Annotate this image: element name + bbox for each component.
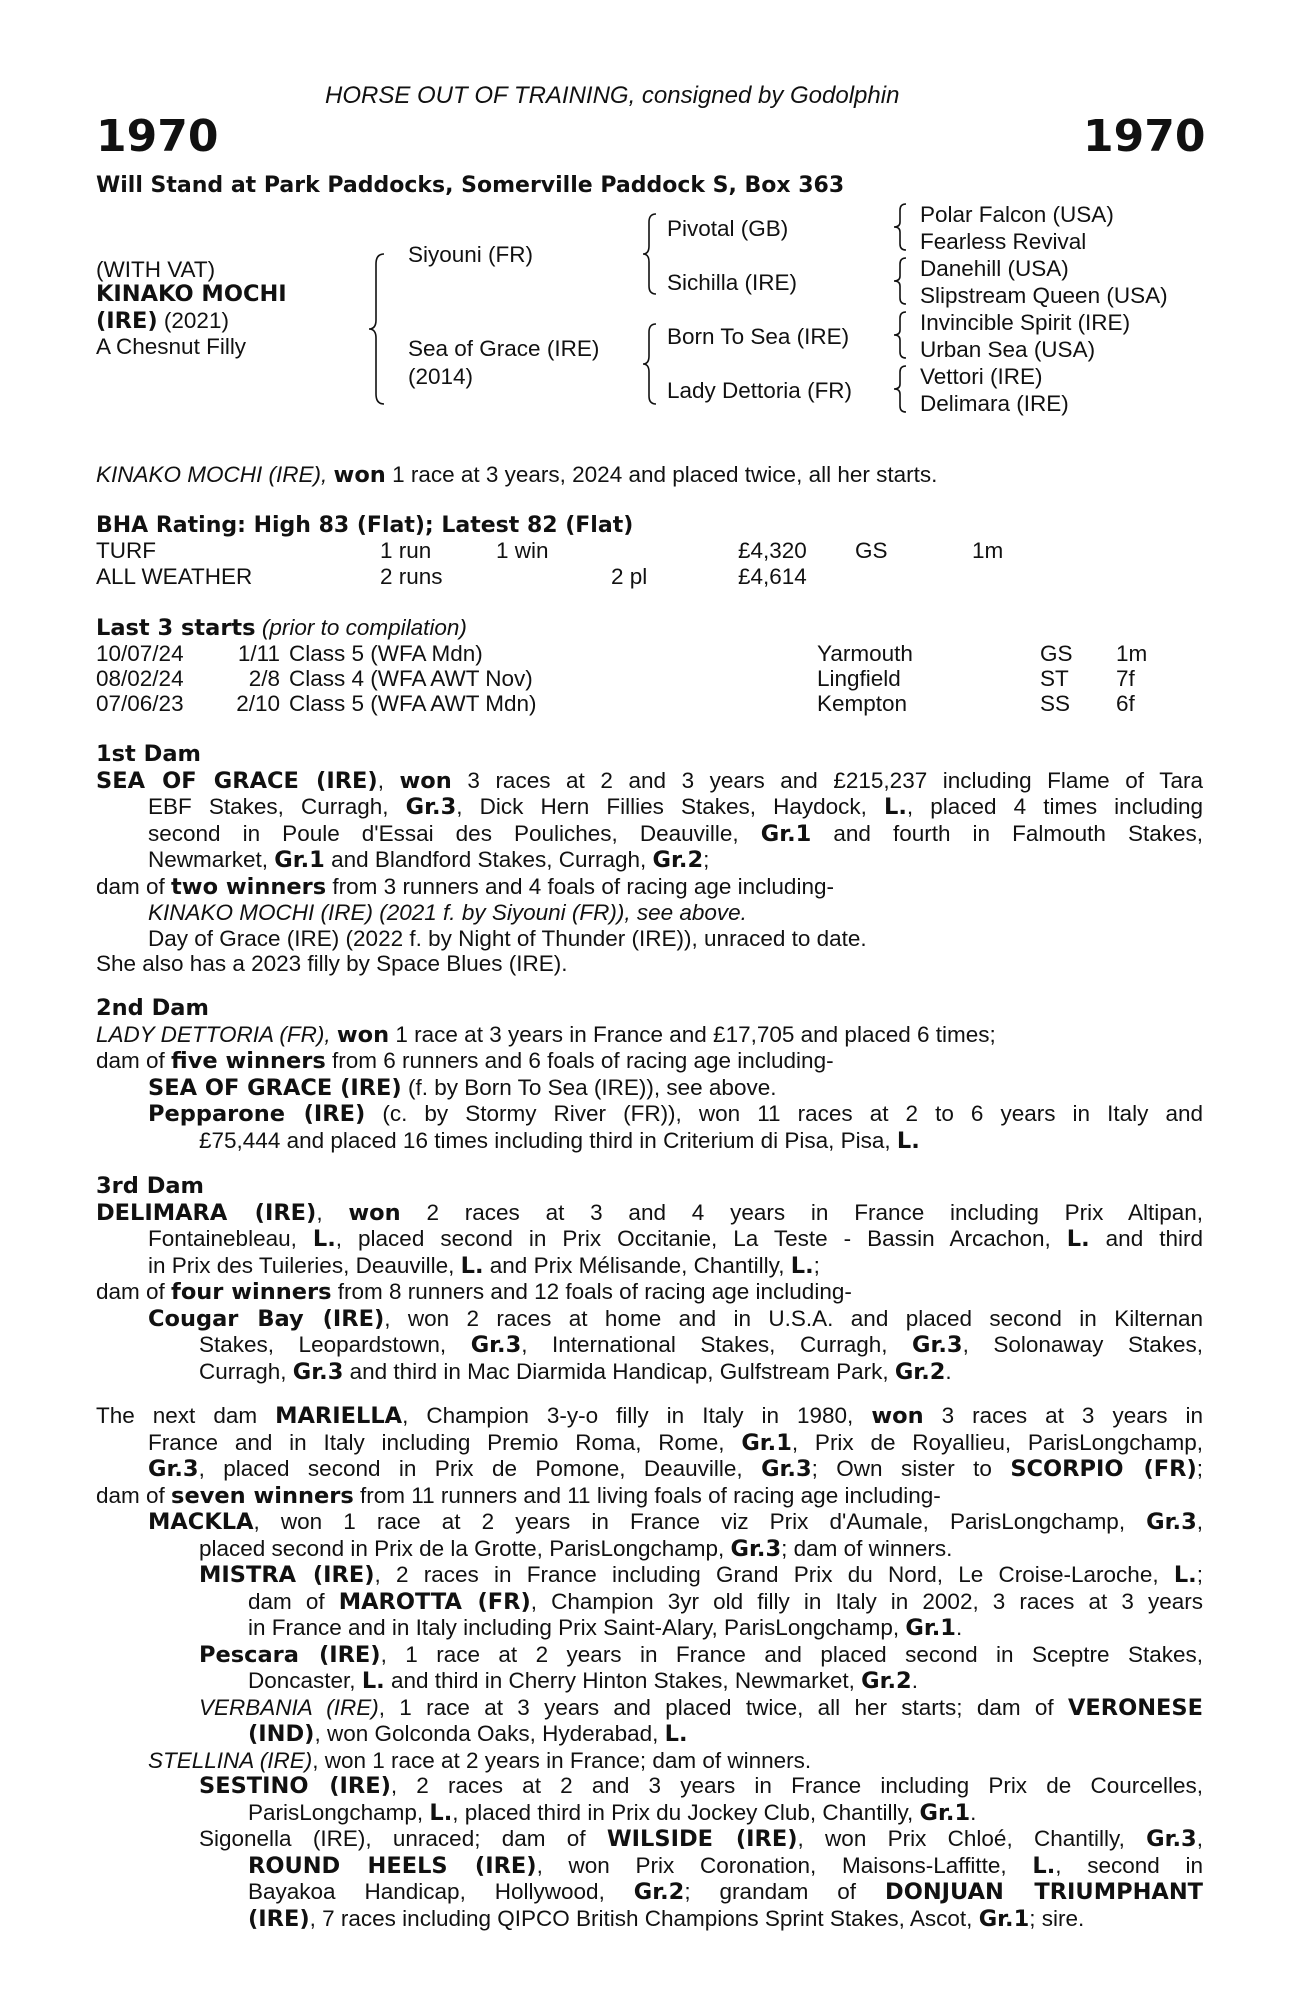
pedigree-g3-1: Polar Falcon (USA) — [920, 202, 1114, 227]
first-dam-heading: 1st Dam — [96, 741, 201, 767]
lot-number-left: 1970 — [96, 111, 219, 162]
next-dam-line: STELLINA (IRE), won 1 race at 2 years in France; dam of winners. — [148, 1747, 812, 1773]
last-starts-heading — [96, 615, 467, 641]
second-dam-section — [96, 996, 1203, 1154]
third-dam-line: Curragh, Gr.3 and third in Mac Diarmida Handicap, Gulfstream Park, Gr.2. — [199, 1358, 952, 1385]
pedigree-brace-g3-1 — [890, 202, 910, 252]
start-position: 2/10 — [236, 691, 280, 716]
next-dam-line: Pescara (IRE), 1 race at 2 years in France and placed second in Sceptre Stakes, — [199, 1641, 1203, 1668]
last-starts-note: (prior to compilation) — [261, 615, 467, 640]
rating-surface: TURF — [96, 538, 156, 563]
pedigree-brace-sire — [640, 212, 660, 296]
stabling-line: Will Stand at Park Paddocks, Somerville Paddock S, Box 363 — [96, 173, 845, 198]
pedigree-brace-dam — [640, 322, 660, 406]
pedigree-brace-g3-3 — [890, 310, 910, 360]
pedigree-dam: Sea of Grace (IRE) — [408, 336, 600, 361]
next-dam-line: placed second in Prix de la Grotte, ParisLongchamp, Gr.3; dam of winners. — [199, 1535, 953, 1562]
second-dam-line: Pepparone (IRE) (c. by Stormy River (FR)), won 11 races at 2 to 6 years in Italy and — [148, 1101, 1203, 1127]
pedigree-g3-2: Fearless Revival — [920, 229, 1087, 254]
start-race: Class 5 (WFA AWT Mdn) — [289, 691, 537, 716]
vat-label: (WITH VAT) — [96, 257, 216, 282]
pedigree-dam-year: (2014) — [408, 364, 474, 389]
horse-description: A Chesnut Filly — [96, 334, 247, 359]
second-dam-line: LADY DETTORIA (FR), won 1 race at 3 years in France and £17,705 and placed 6 times; — [96, 1021, 996, 1048]
third-dam-section — [96, 1174, 1203, 1385]
next-dam-line: Bayakoa Handicap, Hollywood, Gr.2; grandam of DONJUAN TRIUMPHANT — [248, 1879, 1203, 1905]
rating-prize: £4,320 — [738, 538, 807, 563]
start-course: Lingfield — [817, 666, 901, 691]
pedigree-g3-5: Invincible Spirit (IRE) — [920, 310, 1131, 335]
last-starts-title: Last 3 starts — [96, 615, 256, 641]
pedigree-g3-3: Danehill (USA) — [920, 256, 1069, 281]
start-position: 2/8 — [248, 666, 280, 691]
third-dam-line: Cougar Bay (IRE), won 2 races at home and in U.S.A. and placed second in Kilternan — [148, 1305, 1203, 1332]
next-dam-line: dam of seven winners from 11 runners and 11 living foals of racing age including- — [96, 1482, 941, 1509]
second-dam-heading: 2nd Dam — [96, 995, 209, 1021]
start-distance: 6f — [1116, 691, 1135, 716]
next-dam-line: France and in Italy including Premio Roma, Rome, Gr.1, Prix de Royallieu, ParisLongchamp, — [148, 1429, 1203, 1456]
first-dam-line: KINAKO MOCHI (IRE) (2021 f. by Siyouni (FR)), see above. — [148, 900, 747, 925]
next-dam-line: MACKLA, won 1 race at 2 years in France viz Prix d'Aumale, ParisLongchamp, Gr.3, — [148, 1509, 1203, 1535]
rating-wins: 1 win — [496, 538, 549, 563]
start-going: ST — [1040, 666, 1069, 691]
first-dam-line: dam of two winners from 3 runners and 4 foals of racing age including- — [96, 873, 834, 900]
lot-number-right: 1970 — [1083, 111, 1206, 162]
first-dam-section — [96, 742, 1203, 977]
start-race: Class 4 (WFA AWT Nov) — [289, 666, 533, 691]
rating-distance: 1m — [972, 538, 1004, 563]
rating-placed: 2 pl — [611, 564, 648, 589]
consignor-line: HORSE OUT OF TRAINING, consigned by Godolphin — [325, 82, 900, 109]
pedigree-sire: Siyouni (FR) — [408, 242, 534, 267]
pedigree-dam-dam: Lady Dettoria (FR) — [667, 378, 853, 403]
first-dam-line: second in Poule d'Essai des Pouliches, Deauville, Gr.1 and fourth in Falmouth Stakes, — [148, 820, 1203, 847]
next-dam-line: Gr.3, placed second in Prix de Pomone, Deauville, Gr.3; Own sister to SCORPIO (FR); — [148, 1456, 1203, 1482]
start-date: 10/07/24 — [96, 641, 184, 666]
next-dam-line: Sigonella (IRE), unraced; dam of WILSIDE (IRE), won Prix Chloé, Chantilly, Gr.3, — [199, 1826, 1203, 1852]
third-dam-heading: 3rd Dam — [96, 1173, 204, 1199]
next-dam-section — [96, 1403, 1203, 1932]
pedigree-brace-g3-4 — [890, 364, 910, 414]
start-distance: 1m — [1116, 641, 1148, 666]
pedigree-sire-dam: Sichilla (IRE) — [667, 270, 798, 295]
pedigree-g3-8: Delimara (IRE) — [920, 391, 1069, 416]
second-dam-line: dam of five winners from 6 runners and 6 foals of racing age including- — [96, 1048, 834, 1074]
first-dam-line: She also has a 2023 filly by Space Blues (IRE). — [96, 951, 568, 976]
third-dam-line: in Prix des Tuileries, Deauville, L. and Prix Mélisande, Chantilly, L.; — [148, 1252, 820, 1279]
start-date: 08/02/24 — [96, 666, 184, 691]
next-dam-line: MISTRA (IRE), 2 races in France including Grand Prix du Nord, Le Croise-Laroche, L.; — [199, 1562, 1203, 1588]
rating-surface: ALL WEATHER — [96, 564, 253, 589]
start-going: SS — [1040, 691, 1071, 716]
start-date: 07/06/23 — [96, 691, 184, 716]
rating-prize: £4,614 — [738, 564, 807, 589]
start-course: Kempton — [817, 691, 908, 716]
next-dam-line: Doncaster, L. and third in Cherry Hinton Stakes, Newmarket, Gr.2. — [248, 1668, 918, 1694]
start-position: 1/11 — [237, 641, 280, 666]
rating-runs: 2 runs — [380, 564, 443, 589]
bha-rating: BHA Rating: High 83 (Flat); Latest 82 (Flat) — [96, 513, 634, 538]
rating-going: GS — [855, 538, 888, 563]
next-dam-line: in France and in Italy including Prix Saint-Alary, ParisLongchamp, Gr.1. — [248, 1615, 963, 1641]
start-race: Class 5 (WFA Mdn) — [289, 641, 483, 666]
third-dam-line: DELIMARA (IRE), won 2 races at 3 and 4 years in France including Prix Altipan, — [96, 1199, 1203, 1226]
pedigree-g3-6: Urban Sea (USA) — [920, 337, 1096, 362]
first-dam-line: Newmarket, Gr.1 and Blandford Stakes, Curragh, Gr.2; — [148, 847, 710, 873]
next-dam-line: The next dam MARIELLA, Champion 3-y-o filly in Italy in 1980, won 3 races at 3 years in — [96, 1403, 1203, 1429]
start-going: GS — [1040, 641, 1073, 666]
pedigree-g3-4: Slipstream Queen (USA) — [920, 283, 1168, 308]
third-dam-line: Fontainebleau, L., placed second in Prix Occitanie, La Teste - Bassin Arcachon, L. and third — [148, 1226, 1203, 1252]
pedigree-dam-sire: Born To Sea (IRE) — [667, 324, 850, 349]
next-dam-line: ROUND HEELS (IRE), won Prix Coronation, Maisons-Laffitte, L., second in — [248, 1852, 1203, 1879]
third-dam-line: dam of four winners from 8 runners and 12 foals of racing age including- — [96, 1279, 852, 1305]
race-summary — [96, 462, 937, 488]
pedigree-sire-sire: Pivotal (GB) — [667, 216, 789, 241]
next-dam-line: SESTINO (IRE), 2 races at 2 and 3 years in France including Prix de Courcelles, — [199, 1773, 1203, 1799]
start-course: Yarmouth — [817, 641, 913, 666]
next-dam-line: VERBANIA (IRE), 1 race at 3 years and placed twice, all her starts; dam of VERONESE — [199, 1694, 1203, 1721]
first-dam-line: EBF Stakes, Curragh, Gr.3, Dick Hern Fillies Stakes, Haydock, L., placed 4 times including — [148, 794, 1203, 820]
horse-name: KINAKO MOCHI — [96, 281, 287, 307]
first-dam-line: SEA OF GRACE (IRE), won 3 races at 2 and 3 years and £215,237 including Flame of Tara — [96, 767, 1203, 794]
horse-origin-year — [96, 308, 229, 334]
pedigree-g3-7: Vettori (IRE) — [920, 364, 1043, 389]
summary-text: 1 race at 3 years, 2024 and placed twice, all her starts. — [392, 462, 938, 487]
pedigree-brace-g3-2 — [890, 256, 910, 306]
summary-won: won — [333, 462, 386, 488]
start-distance: 7f — [1116, 666, 1135, 691]
horse-year: (2021) — [163, 308, 229, 333]
horse-origin: (IRE) — [96, 308, 158, 334]
second-dam-line: £75,444 and placed 16 times including third in Criterium di Pisa, Pisa, L. — [199, 1127, 920, 1154]
second-dam-line: SEA OF GRACE (IRE) (f. by Born To Sea (IRE)), see above. — [148, 1074, 777, 1101]
first-dam-line: Day of Grace (IRE) (2022 f. by Night of Thunder (IRE)), unraced to date. — [148, 925, 867, 951]
rating-runs: 1 run — [380, 538, 432, 563]
third-dam-line: Stakes, Leopardstown, Gr.3, International Stakes, Curragh, Gr.3, Solonaway Stakes, — [199, 1332, 1203, 1358]
next-dam-line: (IRE), 7 races including QIPCO British Champions Sprint Stakes, Ascot, Gr.1; sire. — [248, 1905, 1085, 1932]
next-dam-line: dam of MAROTTA (FR), Champion 3yr old filly in Italy in 2002, 3 races at 3 years — [248, 1588, 1203, 1615]
next-dam-line: ParisLongchamp, L., placed third in Prix du Jockey Club, Chantilly, Gr.1. — [248, 1799, 977, 1826]
next-dam-line: (IND), won Golconda Oaks, Hyderabad, L. — [248, 1721, 688, 1747]
pedigree-brace-main — [366, 252, 390, 406]
summary-horse-name: KINAKO MOCHI (IRE), — [96, 462, 328, 487]
